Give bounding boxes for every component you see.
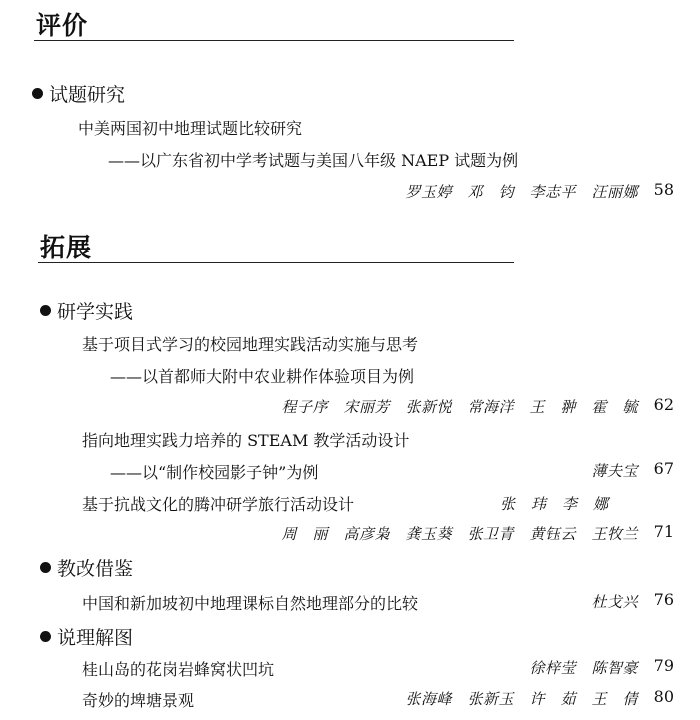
section-rule: [38, 262, 514, 263]
article-authors: 徐梓莹 陈智豪: [529, 659, 638, 677]
category-shiti-yanjiu: [32, 80, 125, 107]
category-label: 试题研究: [49, 84, 126, 106]
bullet-icon: [40, 305, 51, 316]
section-title-pingjia: 评价: [36, 11, 89, 40]
article-title: 中美两国初中地理试题比较研究: [78, 119, 303, 138]
category-label: 教改借鉴: [57, 558, 134, 580]
article-subtitle: ——以首都师大附中农业耕作体验项目为例: [110, 367, 415, 386]
page-number: 79: [653, 656, 674, 675]
bullet-icon: [40, 631, 51, 642]
article-authors: 杜戈兴: [591, 593, 638, 611]
article-authors: 张 玮 李 娜: [500, 495, 609, 513]
article-authors: 周 丽 高彦枭 龚玉葵 张卫青 黄钰云 王牧兰: [281, 525, 638, 543]
article-title: 基于项目式学习的校园地理实践活动实施与思考: [82, 335, 419, 354]
article-subtitle: ——以“制作校园影子钟”为例: [110, 463, 319, 482]
page-number: 62: [653, 395, 674, 414]
page-number: 58: [653, 180, 674, 199]
page-number: 76: [653, 590, 674, 609]
article-authors: 程子序 宋丽芳 张新悦 常海洋 王 翀 霍 毓: [281, 398, 638, 416]
article-title: 指向地理实践力培养的 STEAM 教学活动设计: [82, 431, 410, 450]
article-title: 桂山岛的花岗岩蜂窝状凹坑: [82, 660, 275, 679]
page-number: 80: [653, 687, 674, 706]
article-title: 中国和新加坡初中地理课标自然地理部分的比较: [82, 594, 419, 613]
bullet-icon: [32, 88, 43, 99]
article-subtitle: ——以广东省初中学考试题与美国八年级 NAEP 试题为例: [108, 151, 519, 170]
page-number: 67: [653, 459, 674, 478]
article-authors: 薄夫宝: [591, 462, 638, 480]
section-title-tuozhan: 拓展: [40, 233, 93, 262]
category-label: 说理解图: [57, 627, 134, 649]
category-label: 研学实践: [57, 301, 134, 323]
section-rule: [34, 40, 514, 41]
article-title: 奇妙的埤塘景观: [82, 691, 195, 710]
category-shuoli-jietu: [40, 623, 133, 650]
article-authors: 罗玉婷 邓 钧 李志平 汪丽娜: [405, 183, 638, 201]
category-yanxue-shijian: [40, 297, 133, 324]
category-jiaogai-jiejian: [40, 554, 133, 581]
bullet-icon: [40, 562, 51, 573]
article-authors: 张海峰 张新玉 许 茹 王 倩: [405, 690, 638, 708]
article-title: 基于抗战文化的腾冲研学旅行活动设计: [82, 495, 355, 514]
page-number: 71: [653, 522, 674, 541]
